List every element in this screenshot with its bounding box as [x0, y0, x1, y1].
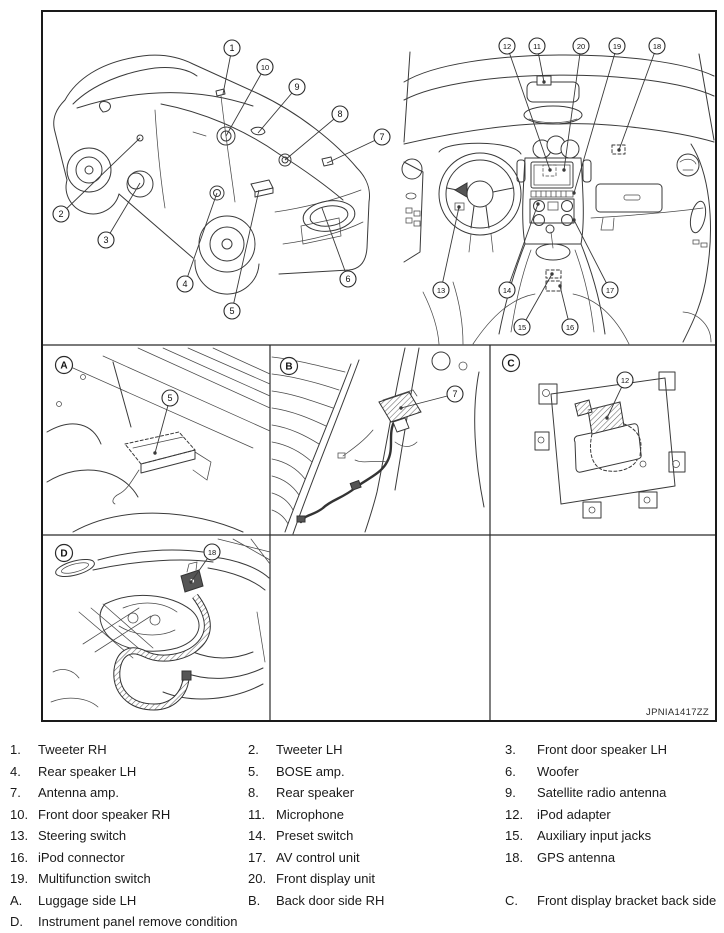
svg-text:7: 7 [452, 389, 458, 399]
figure-diagram [43, 12, 715, 720]
panel-d-drawing [51, 539, 270, 707]
legend-item-number: C. [505, 892, 518, 908]
legend-item-label: Auxiliary input jacks [537, 828, 652, 843]
legend [0, 739, 724, 929]
car-exterior-drawing [54, 55, 370, 294]
legend-item [505, 804, 611, 826]
legend-item-number: 19. [10, 871, 29, 886]
legend-item-number: 9. [505, 785, 516, 800]
legend-item-number: B. [248, 892, 261, 908]
callout-5 [153, 390, 178, 455]
svg-text:5: 5 [167, 393, 173, 403]
legend-item-label: Back door side RH [276, 892, 385, 908]
legend-item-label: Tweeter RH [38, 742, 107, 757]
legend-item [505, 739, 667, 761]
svg-text:D: D [60, 548, 68, 560]
legend-item [10, 825, 126, 847]
svg-text:9: 9 [294, 82, 300, 92]
legend-item-label: GPS antenna [537, 849, 616, 865]
callout-12 [499, 38, 552, 172]
svg-text:2: 2 [58, 209, 64, 219]
svg-text:17: 17 [605, 286, 615, 295]
legend-item-number: 17. [248, 849, 267, 865]
legend-item-number: 5. [248, 763, 259, 779]
legend-item [10, 761, 136, 783]
legend-item-label: Multifunction switch [38, 871, 151, 886]
legend-item-label: Front display bracket back side [537, 892, 717, 908]
legend-item [505, 890, 716, 912]
callout-19 [572, 38, 625, 195]
legend-item [248, 739, 342, 761]
svg-text:12: 12 [620, 376, 630, 385]
legend-item-number: D. [10, 914, 23, 929]
legend-item [505, 825, 651, 847]
legend-item-label: Front door speaker LH [537, 742, 668, 757]
legend-item-label: BOSE amp. [276, 763, 345, 779]
legend-item-label: Satellite radio antenna [537, 785, 667, 800]
svg-text:8: 8 [337, 109, 343, 119]
legend-item-number: 3. [505, 742, 516, 757]
callout-5 [224, 190, 259, 319]
legend-item-number: 10. [10, 806, 29, 822]
legend-item-label: iPod adapter [537, 806, 611, 822]
svg-text:C: C [507, 358, 515, 370]
legend-item [10, 868, 151, 890]
svg-text:19: 19 [612, 42, 622, 51]
legend-item-number: 6. [505, 763, 516, 779]
callout-13 [433, 205, 461, 298]
legend-item-number: 4. [10, 763, 21, 779]
panel-d-callouts [189, 544, 220, 584]
legend-item-number: 20. [248, 871, 267, 886]
figure-frame [41, 10, 717, 722]
svg-text:B: B [285, 361, 293, 373]
legend-item-number: 13. [10, 828, 29, 843]
svg-text:11: 11 [533, 42, 541, 51]
panel-label-c [503, 355, 520, 372]
legend-item [248, 782, 354, 804]
legend-item [248, 761, 345, 783]
svg-text:1: 1 [229, 43, 235, 53]
legend-item [10, 911, 237, 933]
svg-text:20: 20 [576, 42, 586, 51]
legend-item-label: Preset switch [276, 828, 354, 843]
legend-item [505, 782, 666, 804]
legend-item-label: Antenna amp. [38, 785, 119, 800]
svg-text:6: 6 [345, 274, 351, 284]
legend-item-number: 7. [10, 785, 21, 800]
panel-grid [43, 345, 715, 720]
legend-item [248, 847, 360, 869]
legend-item-label: Rear speaker LH [38, 763, 137, 779]
svg-text:12: 12 [502, 42, 512, 51]
callout-3 [98, 183, 140, 248]
legend-item [10, 804, 170, 826]
legend-item-number: 12. [505, 806, 524, 822]
legend-item-label: AV control unit [276, 849, 360, 865]
legend-item-label: Front door speaker RH [38, 806, 171, 822]
legend-item-number: 16. [10, 849, 29, 865]
legend-item [10, 847, 125, 869]
legend-item-number: 1. [10, 742, 21, 757]
legend-item [505, 847, 615, 869]
svg-text:14: 14 [502, 286, 512, 295]
legend-item [505, 761, 579, 783]
legend-item-number: 11. [248, 806, 266, 822]
legend-item [248, 825, 353, 847]
svg-text:16: 16 [565, 323, 575, 332]
legend-item [10, 782, 119, 804]
legend-item [248, 890, 384, 912]
legend-item-number: A. [10, 892, 23, 908]
legend-item-number: 15. [505, 828, 524, 843]
legend-item-label: Rear speaker [276, 785, 355, 800]
callout-4 [177, 193, 217, 292]
legend-item-number: 18. [505, 849, 524, 865]
legend-item-number: 2. [248, 742, 259, 757]
svg-text:18: 18 [207, 548, 217, 557]
legend-item-label: Front display unit [276, 871, 375, 886]
callout-1 [223, 40, 240, 94]
figure-id-label: JPNIA1417ZZ [646, 707, 709, 718]
svg-text:4: 4 [182, 279, 188, 289]
callout-18 [189, 544, 220, 584]
legend-item [248, 804, 344, 826]
legend-item-label: Microphone [276, 806, 344, 822]
legend-item-label: Woofer [537, 763, 579, 779]
panel-label-d [56, 545, 73, 562]
svg-text:10: 10 [260, 63, 270, 72]
legend-item [248, 868, 375, 890]
svg-text:13: 13 [436, 286, 446, 295]
car-exterior-callouts [53, 40, 390, 319]
legend-item-number: 8. [248, 785, 259, 800]
svg-text:5: 5 [229, 306, 235, 316]
callout-15 [514, 272, 554, 335]
svg-text:3: 3 [103, 235, 109, 245]
legend-item-label: Instrument panel remove condition [38, 914, 238, 929]
svg-text:18: 18 [652, 42, 662, 51]
legend-item-label: Tweeter LH [276, 742, 343, 757]
panel-a-callouts [153, 390, 178, 455]
svg-text:7: 7 [379, 132, 385, 142]
interior-drawing [402, 52, 714, 344]
legend-item-label: Steering switch [38, 828, 127, 843]
callout-16 [558, 284, 578, 335]
panel-label-b [281, 358, 298, 375]
panel-b-drawing [272, 348, 484, 534]
panel-label-a [56, 357, 73, 374]
legend-item-label: Luggage side LH [38, 892, 137, 908]
callout-2 [53, 138, 140, 222]
legend-item [10, 739, 107, 761]
svg-text:A: A [60, 360, 68, 372]
callout-18 [617, 38, 665, 152]
legend-item-label: iPod connector [38, 849, 125, 865]
legend-item [10, 890, 136, 912]
panel-c-drawing [535, 372, 685, 518]
legend-item-number: 14. [248, 828, 267, 843]
svg-text:15: 15 [517, 323, 527, 332]
